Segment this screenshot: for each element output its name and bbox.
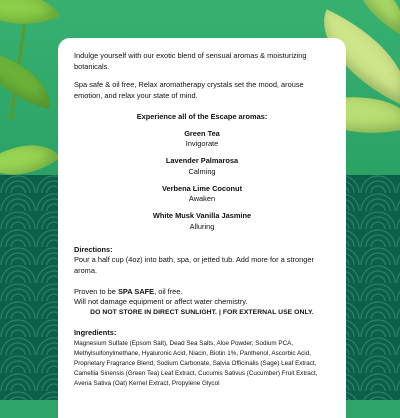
aroma-item — [74, 211, 330, 232]
equipment-note: Will not damage equipment or affect water chemistry. — [74, 297, 248, 307]
ingredients-heading: Ingredients: — [74, 328, 117, 338]
ingredients-text: Magnesium Sulfate (Epsom Salt), Dead Sea Salts, Aloe Powder, Sodium PCA, Methylsulfonylmethane, Hyaluronic Acid, Niacin, Biotin 1%, Panthenol, Ascorbic Acid, Proprietary Fragrance Blend, Sodium Carbonate, Salvia Officinalis (Sage) Leaf Extract, Camellia Sinensis (Green Tea) Leaf Extract, Cucumis Sativus (Cucumber) Fruit Extract, Avena Sativa (Oat) Kernel Extract, Propylene Glycol — [74, 339, 318, 388]
directions-text: Pour a half cup (4oz) into bath, spa, or jetted tub. Add more for a stronger aroma. — [74, 255, 314, 276]
aroma-item — [74, 129, 330, 150]
product-info-card — [58, 38, 346, 418]
aroma-name: Green Tea — [184, 128, 220, 138]
directions-heading: Directions: — [74, 244, 113, 254]
spa-safe-section — [74, 287, 330, 308]
aroma-name: Verbena Lime Coconut — [161, 183, 243, 193]
spa-safe-highlight: SPA SAFE — [117, 286, 155, 296]
spa-safe-suffix: , oil free. — [154, 286, 183, 296]
storage-warning: DO NOT STORE IN DIRECT SUNLIGHT. | FOR EXTERNAL USE ONLY. — [90, 309, 314, 317]
intro-text: Indulge yourself with our exotic blend of sensual aromas & moisturizing botanicals. — [74, 51, 307, 71]
spa-safe-prefix: Proven to be — [74, 286, 118, 296]
aroma-name: Lavender Palmarosa — [165, 156, 239, 166]
aroma-description: Calming — [188, 166, 216, 176]
aroma-description: Alluring — [189, 221, 215, 231]
spa-safe-line — [74, 287, 330, 298]
aroma-name: White Musk Vanilla Jasmine — [152, 211, 252, 221]
ingredients-section — [74, 328, 330, 389]
aroma-description: Invigorate — [185, 139, 219, 149]
aroma-item — [74, 156, 330, 177]
aroma-description: Awaken — [188, 194, 216, 204]
relax-text: Spa safe & oil free, Relax aromatherapy crystals set the mood, arouse emotion, and relax your state of mind. — [74, 80, 304, 101]
aroma-item — [74, 184, 330, 205]
aromas-heading: Experience all of the Escape aromas: — [136, 111, 268, 121]
directions-section — [74, 245, 330, 277]
